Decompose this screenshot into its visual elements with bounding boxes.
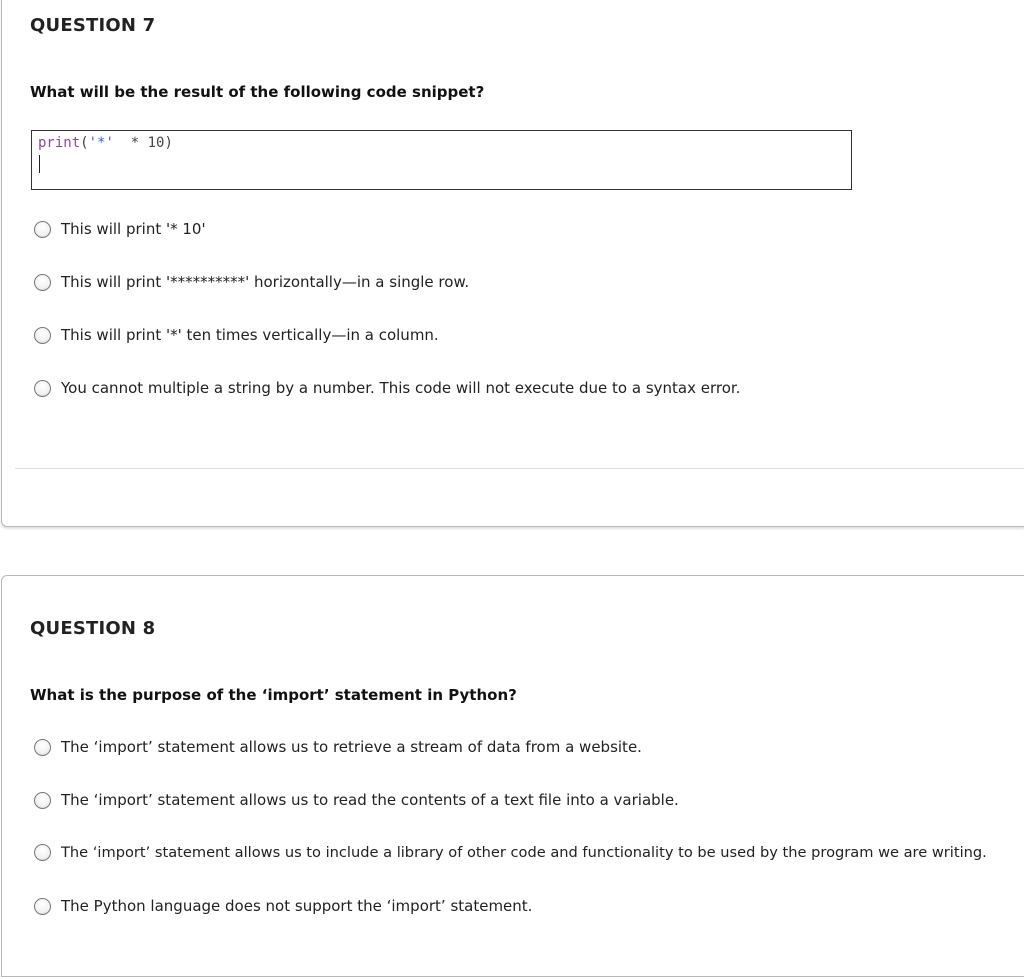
q7-option-2-label: This will print '**********' horizontally—in a single row. [61, 273, 470, 291]
radio-button[interactable] [34, 221, 51, 238]
q7-option-4-label: You cannot multiple a string by a number. This code will not execute due to a syntax error. [61, 379, 741, 397]
q7-option-2[interactable] [34, 273, 469, 291]
q8-option-4-label: The Python language does not support the ‘import’ statement. [61, 897, 533, 915]
question-8-panel [1, 575, 1024, 977]
radio-button[interactable] [34, 844, 51, 861]
question-7-prompt: What will be the result of the following code snippet? [30, 83, 485, 101]
q7-option-1[interactable] [34, 220, 206, 238]
text-caret [39, 155, 40, 173]
q8-option-3[interactable] [34, 844, 987, 861]
radio-button[interactable] [34, 274, 51, 291]
divider [15, 468, 1024, 469]
question-8-prompt: What is the purpose of the ‘import’ statement in Python? [30, 686, 517, 704]
code-snippet-box[interactable] [31, 130, 852, 190]
question-7-panel [1, 0, 1024, 527]
radio-button[interactable] [34, 327, 51, 344]
radio-button[interactable] [34, 380, 51, 397]
q8-option-4[interactable] [34, 897, 532, 915]
q7-option-3[interactable] [34, 326, 439, 344]
radio-button[interactable] [34, 739, 51, 756]
q7-option-1-label: This will print '* 10' [61, 220, 206, 238]
q8-option-1[interactable] [34, 738, 642, 756]
code-string: '*' [88, 135, 114, 151]
code-open-paren: ( [80, 135, 89, 151]
q8-option-1-label: The ‘import’ statement allows us to retrieve a stream of data from a website. [61, 738, 642, 756]
question-7-title: QUESTION 7 [30, 15, 156, 36]
radio-button[interactable] [34, 898, 51, 915]
question-8-title: QUESTION 8 [30, 618, 156, 639]
code-keyword: print [38, 135, 81, 151]
code-rest: * 10) [113, 135, 173, 151]
q7-option-3-label: This will print '*' ten times vertically—in a column. [61, 326, 439, 344]
q8-option-2-label: The ‘import’ statement allows us to read the contents of a text file into a variable. [61, 791, 679, 809]
radio-button[interactable] [34, 792, 51, 809]
q8-option-2[interactable] [34, 791, 679, 809]
q8-option-3-label: The ‘import’ statement allows us to include a library of other code and functionality to be used by the program we are writing. [61, 844, 987, 861]
q7-option-4[interactable] [34, 379, 740, 397]
code-snippet [38, 135, 173, 151]
